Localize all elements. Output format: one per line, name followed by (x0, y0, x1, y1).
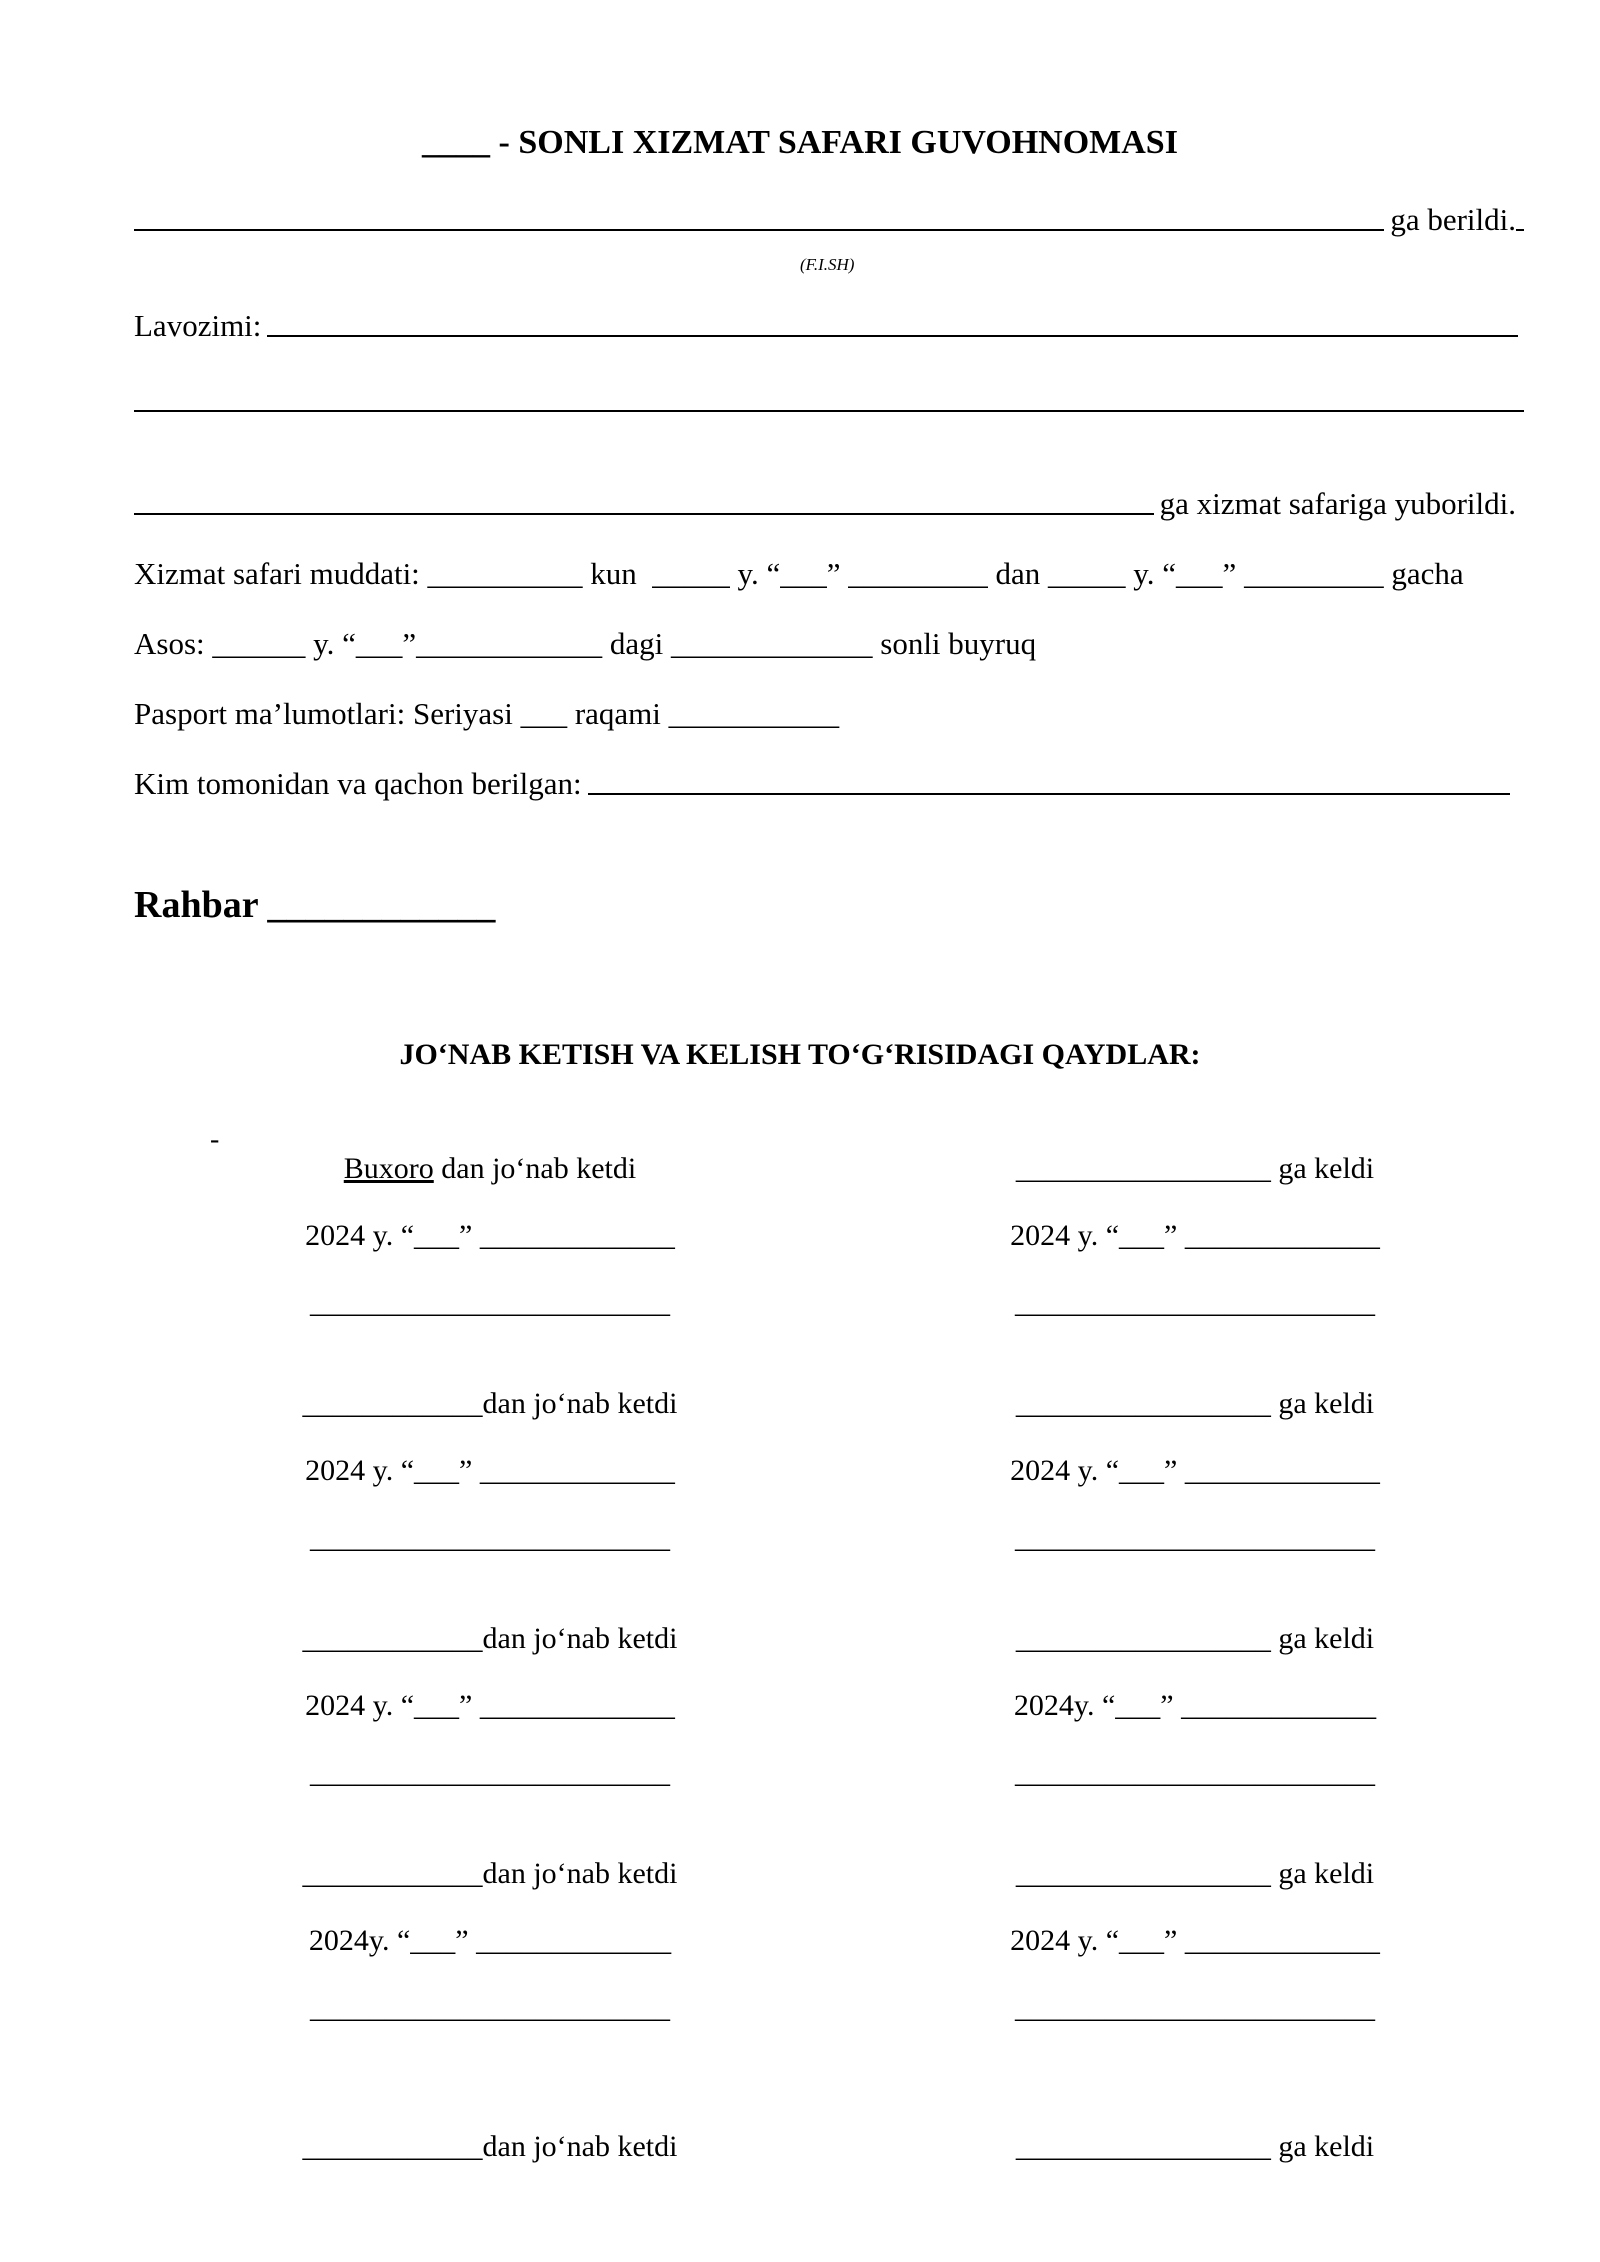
entry-1-departed (260, 1152, 720, 1186)
departure-place[interactable]: ____________ (302, 1857, 483, 1890)
entry-2-departed (260, 1387, 720, 1421)
destination-blank[interactable] (134, 513, 1154, 515)
issued-by-label: Kim tomonidan va qachon berilgan: (134, 766, 582, 801)
entry-3-arrival-sign[interactable]: ________________________ (1015, 1756, 1375, 1789)
entry-4-departure-sign[interactable]: ________________________ (310, 1991, 670, 2024)
entry-2-arrival-sign[interactable]: ________________________ (1015, 1521, 1375, 1554)
departure-place[interactable]: ____________ (302, 1387, 483, 1420)
position-label: Lavozimi: (134, 308, 262, 343)
entry-4-departed (260, 1857, 720, 1891)
sent-to-row (134, 488, 1524, 519)
fish-label: (F.I.SH) (800, 255, 855, 274)
departure-suffix: dan jo‘nab ketdi (482, 1622, 678, 1655)
issued-by-blank[interactable] (588, 793, 1510, 795)
position-row (134, 310, 1524, 341)
issued-by-row (134, 768, 1516, 799)
entry-3-arrival-date[interactable]: 2024y. “___” _____________ (1013, 1689, 1377, 1722)
entry-2-departure-date[interactable]: 2024 y. “___” _____________ (305, 1454, 675, 1487)
entry-1-departure-sign[interactable]: ________________________ (310, 1286, 670, 1319)
departure-suffix: dan jo‘nab ketdi (482, 1857, 678, 1890)
sent-suffix: ga xizmat safariga yuborildi. (1159, 486, 1516, 521)
basis-line: Asos: ______ y. “___”____________ dagi _____________ sonli buyruq (134, 626, 1037, 661)
position-blank-line-2[interactable] (134, 410, 1524, 412)
given-to-row (134, 204, 1524, 235)
entry-5-departed (260, 2130, 720, 2164)
entry-1-departure-date[interactable]: 2024 y. “___” _____________ (305, 1219, 675, 1252)
entry-5-arrived[interactable]: _________________ ga keldi (1015, 2130, 1375, 2163)
departure-place[interactable]: ____________ (302, 2130, 483, 2163)
duration-line: Xizmat safari muddati: __________ kun _____ y. “___” _________ dan _____ y. “___” _________ gacha (134, 556, 1464, 591)
entry-1-arrival-date[interactable]: 2024 y. “___” _____________ (1010, 1219, 1380, 1252)
document-title: ____ - SONLI XIZMAT SAFARI GUVOHNOMASI (422, 124, 1178, 161)
departure-place[interactable]: Buxoro (343, 1152, 434, 1185)
head-signature: Rahbar ____________ (134, 884, 496, 926)
entry-2-departure-sign[interactable]: ________________________ (310, 1521, 670, 1554)
entry-2-arrival-date[interactable]: 2024 y. “___” _____________ (1010, 1454, 1380, 1487)
entry-2-arrived[interactable]: _________________ ga keldi (1015, 1387, 1375, 1420)
entry-1-arrived[interactable]: _________________ ga keldi (1015, 1152, 1375, 1185)
entry-3-departed (260, 1622, 720, 1656)
entry-3-departure-sign[interactable]: ________________________ (310, 1756, 670, 1789)
trailing-underscore (1516, 229, 1524, 231)
entry-4-arrival-sign[interactable]: ________________________ (1015, 1991, 1375, 2024)
passport-line: Pasport ma’lumotlari: Seriyasi ___ raqami ___________ (134, 696, 840, 731)
entry-4-arrival-date[interactable]: 2024 y. “___” _____________ (1010, 1924, 1380, 1957)
departure-suffix: dan jo‘nab ketdi (482, 2130, 678, 2163)
fish-blank[interactable] (134, 229, 1384, 231)
entry-1-arrival-sign[interactable]: ________________________ (1015, 1286, 1375, 1319)
position-blank[interactable] (267, 335, 1518, 337)
departure-suffix: dan jo‘nab ketdi (482, 1387, 678, 1420)
notes-title: JO‘NAB KETISH VA KELISH TO‘G‘RISIDAGI QAYDLAR: (399, 1038, 1201, 1071)
entry-3-arrived[interactable]: _________________ ga keldi (1015, 1622, 1375, 1655)
entry-4-departure-date[interactable]: 2024y. “___” _____________ (308, 1924, 672, 1957)
given-to-suffix: ga berildi. (1390, 202, 1516, 237)
departure-place[interactable]: ____________ (302, 1622, 483, 1655)
entry-3-departure-date[interactable]: 2024 y. “___” _____________ (305, 1689, 675, 1722)
departure-suffix: dan jo‘nab ketdi (433, 1152, 637, 1185)
stray-mark: - (210, 1124, 220, 1155)
entry-4-arrived[interactable]: _________________ ga keldi (1015, 1857, 1375, 1890)
